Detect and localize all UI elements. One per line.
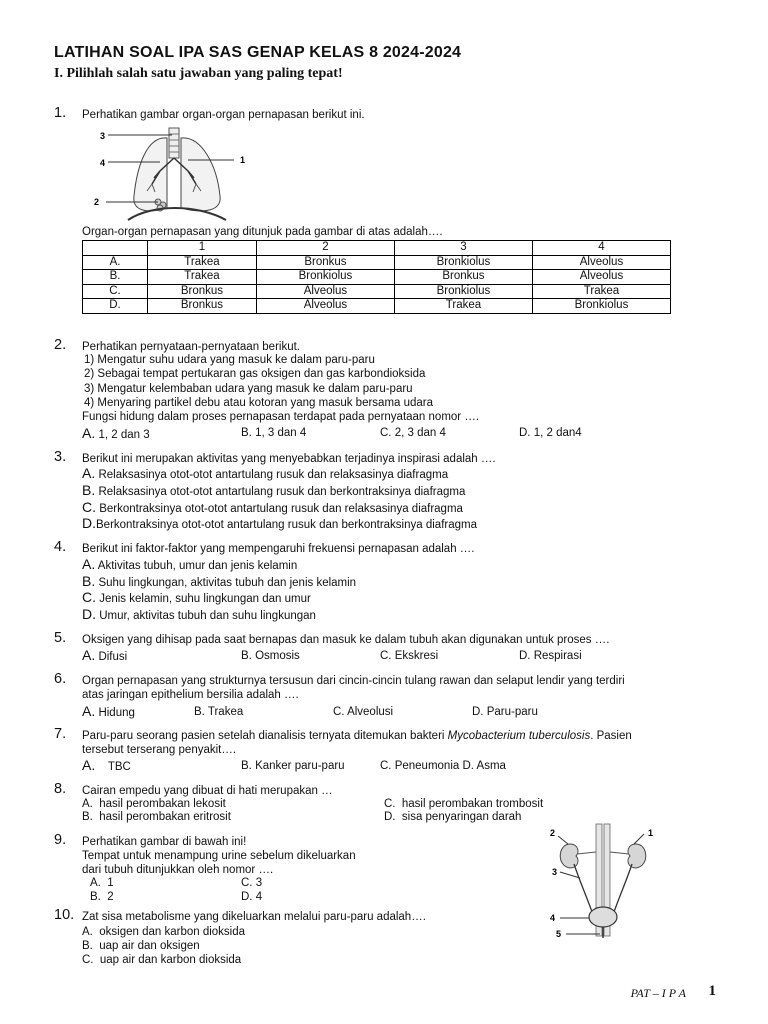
table-row (83, 299, 671, 314)
option-b: B. Relaksasinya otot-otot antartulang rusuk dan berkontraksinya diafragma (82, 482, 466, 498)
option-b: B. 2 (90, 891, 114, 903)
table-cell: C. (83, 284, 148, 299)
question-number: 9. (54, 832, 67, 848)
option-c: C. 2, 3 dan 4 (380, 427, 446, 439)
option-a: A. Relaksasinya otot-otot antartulang rusuk dan relaksasinya diafragma (82, 465, 449, 481)
table-cell: 4 (532, 241, 670, 256)
option-a: A. Aktivitas tubuh, umur dan jenis kelamin (82, 556, 298, 572)
question-number: 5. (54, 630, 67, 646)
species-name: Mycobacterium tuberculosis (447, 730, 591, 742)
question-text: Oksigen yang dihisap pada saat bernapas dan masuk ke dalam tubuh akan digunakan untuk proses …. (82, 634, 610, 646)
table-cell: Alveolus (532, 270, 670, 285)
option-b: B. Kanker paru-paru (241, 760, 345, 772)
option-d: D.Berkontraksinya otot-otot antartulang rusuk dan berkontraksinya diafragma (82, 515, 477, 531)
question-number: 4. (54, 539, 67, 555)
table-row (83, 270, 671, 285)
table-row (83, 284, 671, 299)
question-number: 8. (54, 781, 67, 797)
diagram-label: 3 (100, 131, 106, 141)
table-cell: Alveolus (256, 284, 394, 299)
option-b: B. Trakea (194, 706, 244, 718)
option-c: C. Peneumonia D. Asma (380, 760, 506, 772)
question-text-line2: tersebut terserang penyakit…. (82, 744, 237, 756)
diagram-label: 4 (100, 158, 106, 168)
question-text: Berikut ini faktor-faktor yang mempengaruhi frekuensi pernapasan adalah …. (82, 543, 475, 555)
question-text: Perhatikan gambar organ-organ pernapasan berikut ini. (82, 109, 365, 121)
diagram-label: 2 (550, 828, 556, 838)
question-text: Cairan empedu yang dibuat di hati merupakan … (82, 785, 333, 797)
answer-table (82, 240, 671, 314)
option-c: C. Berkontraksinya otot-otot antartulang rusuk dan relaksasinya diafragma (82, 499, 463, 515)
question-text: Berikut ini merupakan aktivitas yang menyebabkan terjadinya inspirasi adalah …. (82, 453, 496, 465)
option-b: B. hasil perombakan eritrosit (82, 811, 231, 823)
question-number: 3. (54, 449, 67, 465)
table-cell: Trakea (148, 255, 257, 270)
table-cell: Bronkiolus (256, 270, 394, 285)
statement-item: 3) Mengatur kelembaban udara yang masuk ke dalam paru-paru (84, 383, 413, 395)
question-number: 2. (54, 337, 67, 353)
question-prompt: Fungsi hidung dalam proses pernapasan terdapat pada pernyataan nomor …. (82, 411, 480, 423)
table-cell: Bronkus (148, 299, 257, 314)
option-d: D. sisa penyaringan darah (384, 811, 522, 823)
question-text: Paru-paru seorang pasien setelah dianalisis ternyata ditemukan bakteri Mycobacterium tuberculosis. Pasien (82, 730, 632, 742)
question-text: Zat sisa metabolisme yang dikeluarkan melalui paru-paru adalah…. (82, 911, 426, 923)
table-cell: Bronkiolus (394, 284, 532, 299)
option-c: C. uap air dan karbon dioksida (82, 954, 242, 966)
option-a: A. Difusi (82, 647, 128, 663)
urinary-illustration (560, 824, 646, 938)
question-text: Perhatikan gambar di bawah ini! (82, 836, 247, 848)
table-header-row (83, 241, 671, 256)
option-b: B. Osmosis (241, 650, 300, 662)
question-number: 10. (54, 907, 75, 923)
diagram-label: 4 (550, 913, 556, 923)
question-number: 6. (54, 671, 67, 687)
table-cell: B. (83, 270, 148, 285)
table-cell: D. (83, 299, 148, 314)
option-a: A. oksigen dan karbon dioksida (82, 926, 246, 938)
page-title: LATIHAN SOAL IPA SAS GENAP KELAS 8 2024-2024 (54, 44, 462, 61)
question-text-line2: Tempat untuk menampung urine sebelum dikeluarkan (82, 850, 356, 862)
option-a: A. 1, 2 dan 3 (82, 425, 150, 441)
table-row (83, 255, 671, 270)
table-cell: Alveolus (532, 255, 670, 270)
page-number: 1 (708, 983, 716, 999)
urinary-system-diagram (540, 822, 670, 942)
diagram-label: 5 (556, 929, 562, 939)
table-cell: 2 (256, 241, 394, 256)
question-number: 7. (54, 726, 67, 742)
lungs-illustration (128, 128, 226, 220)
footer-label: PAT – I P A (630, 986, 686, 1000)
option-c: C. Ekskresi (380, 650, 439, 662)
diagram-label: 1 (240, 155, 246, 165)
table-cell: Bronkus (256, 255, 394, 270)
table-cell: Trakea (394, 299, 532, 314)
option-b: B. 1, 3 dan 4 (241, 427, 307, 439)
statement-item: 1) Mengatur suhu udara yang masuk ke dalam paru-paru (84, 354, 375, 366)
table-cell: Alveolus (256, 299, 394, 314)
table-cell: Bronkus (394, 270, 532, 285)
statement-item: 4) Menyaring partikel debu atau kotoran yang masuk bersama udara (84, 397, 434, 409)
question-text: Organ pernapasan yang strukturnya tersusun dari cincin-cincin tulang rawan dan selaput lendir yang terdiri (82, 675, 625, 687)
diagram-label: 2 (94, 197, 100, 207)
section-instruction: I. Pilihlah salah satu jawaban yang paling tepat! (54, 66, 343, 81)
option-d: D. 4 (241, 891, 263, 903)
option-d: D. Respirasi (519, 650, 582, 662)
option-a: A. TBC (82, 757, 131, 773)
option-a: A. Hidung (82, 703, 135, 719)
question-number: 1. (54, 105, 67, 121)
option-c: C. Alveolusi (333, 706, 394, 718)
option-d: D. 1, 2 dan4 (519, 427, 582, 439)
option-a: A. hasil perombakan lekosit (82, 798, 226, 810)
table-cell: Bronkiolus (394, 255, 532, 270)
table-cell: Trakea (148, 270, 257, 285)
diagram-label: 1 (648, 828, 654, 838)
question-text-line3: dari tubuh ditunjukkan oleh nomor …. (82, 864, 274, 876)
option-b: B. Suhu lingkungan, aktivitas tubuh dan jenis kelamin (82, 573, 357, 589)
table-cell: 3 (394, 241, 532, 256)
diagram-label: 3 (552, 867, 558, 877)
option-a: A. 1 (90, 877, 114, 889)
question-text: Perhatikan pernyataan-pernyataan berikut. (82, 341, 301, 353)
option-b: B. uap air dan oksigen (82, 940, 200, 952)
option-d: D. Paru-paru (472, 706, 538, 718)
option-c: C. 3 (241, 877, 263, 889)
table-cell: Trakea (532, 284, 670, 299)
table-cell: A. (83, 255, 148, 270)
option-d: D. Umur, aktivitas tubuh dan suhu lingkungan (82, 606, 316, 622)
table-cell: 1 (148, 241, 257, 256)
option-c: C. hasil perombakan trombosit (384, 798, 544, 810)
table-cell: Bronkiolus (532, 299, 670, 314)
lungs-diagram (92, 126, 262, 226)
question-text-line2: atas jaringan epithelium bersilia adalah …. (82, 689, 299, 701)
table-cell: Bronkus (148, 284, 257, 299)
question-prompt: Organ-organ pernapasan yang ditunjuk pada gambar di atas adalah…. (82, 226, 443, 238)
statement-item: 2) Sebagai tempat pertukaran gas oksigen dan gas karbondioksida (84, 368, 426, 380)
option-c: C. Jenis kelamin, suhu lingkungan dan umur (82, 589, 311, 605)
table-cell (83, 241, 148, 256)
